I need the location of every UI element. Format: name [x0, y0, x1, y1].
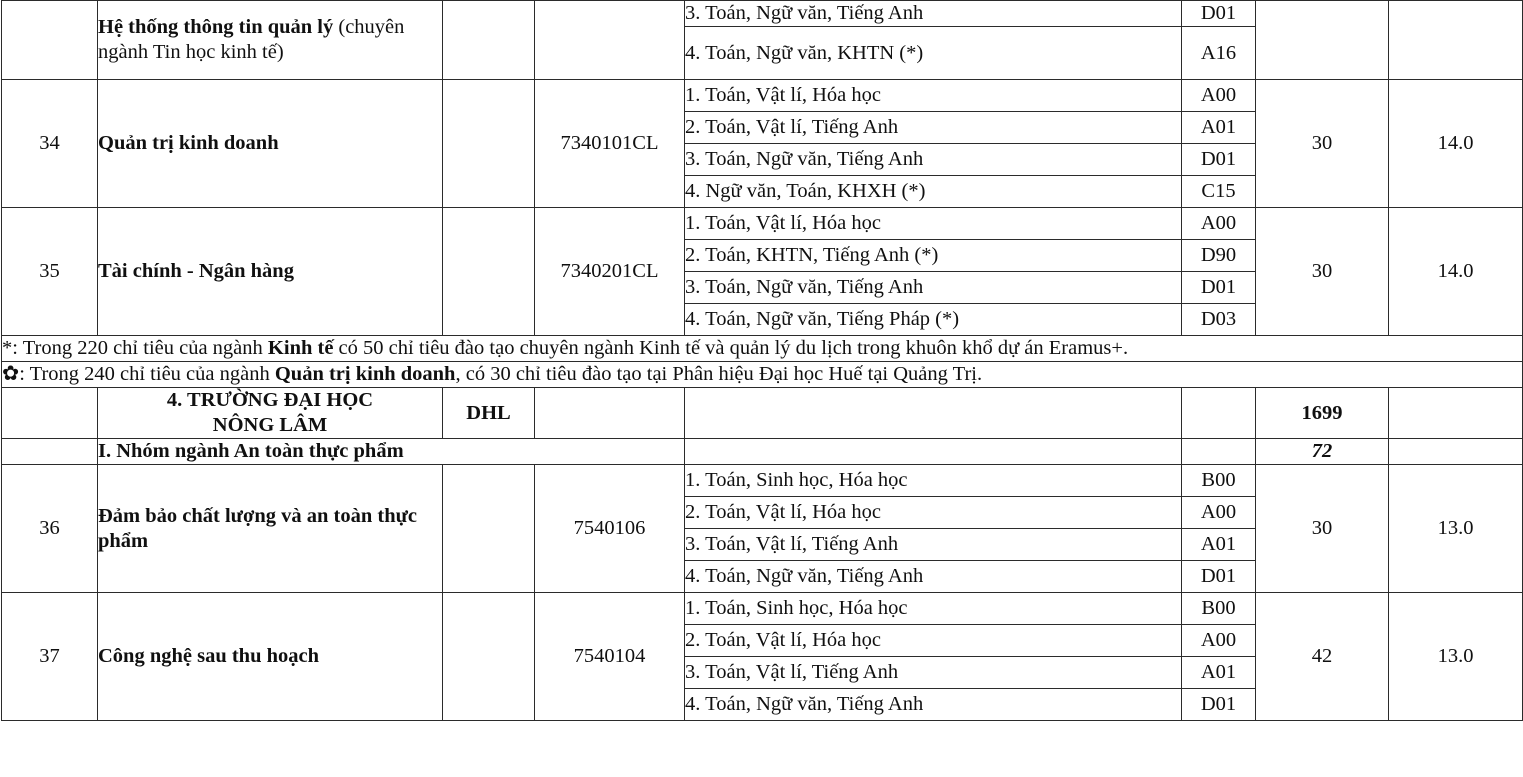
combo-block-code: D01: [1182, 272, 1256, 304]
major-name-main: Quản trị kinh doanh: [98, 132, 279, 154]
school-header-total-quota: 1699: [1256, 388, 1389, 439]
row-quota: 30: [1256, 208, 1389, 336]
group-header-quota: 72: [1256, 439, 1389, 465]
combo-block-code: D03: [1182, 304, 1256, 336]
group-header-stt: [2, 439, 98, 465]
combo-text: 3. Toán, Ngữ văn, Tiếng Anh: [685, 144, 1182, 176]
school-header-code: DHL: [443, 388, 535, 439]
footnote-marker: ✿: [2, 363, 20, 385]
combo-block-code: D90: [1182, 240, 1256, 272]
combo-text: 1. Toán, Vật lí, Hóa học: [685, 208, 1182, 240]
combo-text: 2. Toán, KHTN, Tiếng Anh (*): [685, 240, 1182, 272]
row-score: 14.0: [1389, 80, 1523, 208]
row-school-code: [443, 1, 535, 80]
school-header-combo: [685, 388, 1182, 439]
row-stt: 37: [2, 593, 98, 721]
table-row: [2, 593, 1523, 625]
major-name-main: Đảm bảo chất lượng và an toàn thực phẩm: [98, 504, 417, 552]
combo-text: 4. Toán, Ngữ văn, KHTN (*): [685, 27, 1182, 80]
row-score: 13.0: [1389, 465, 1523, 593]
combo-text: 4. Toán, Ngữ văn, Tiếng Anh: [685, 561, 1182, 593]
footnote-text-b: Kinh tế: [267, 337, 334, 359]
footnote-text-c: , có 30 chỉ tiêu đào tạo tại Phân hiệu Đại học Huế tại Quảng Trị.: [455, 363, 983, 385]
combo-block-code: A00: [1182, 80, 1256, 112]
row-quota: [1256, 1, 1389, 80]
footnote-text-a: : Trong 240 chỉ tiêu của ngành: [19, 363, 275, 385]
combo-text: 1. Toán, Sinh học, Hóa học: [685, 593, 1182, 625]
combo-text: 3. Toán, Ngữ văn, Tiếng Anh: [685, 272, 1182, 304]
group-header-combo: [685, 439, 1182, 465]
school-title-line2: NÔNG LÂM: [212, 414, 328, 436]
row-major-name: [98, 208, 443, 336]
combo-block-code: A01: [1182, 529, 1256, 561]
combo-block-code: A01: [1182, 657, 1256, 689]
combo-text: 4. Ngữ văn, Toán, KHXH (*): [685, 176, 1182, 208]
row-major-code: [535, 1, 685, 80]
row-stt: 34: [2, 80, 98, 208]
school-title-line1: 4. TRƯỜNG ĐẠI HỌC: [166, 389, 374, 411]
row-major-name: [98, 80, 443, 208]
combo-text: 3. Toán, Vật lí, Tiếng Anh: [685, 657, 1182, 689]
row-major-code: 7540104: [535, 593, 685, 721]
combo-text: 2. Toán, Vật lí, Hóa học: [685, 497, 1182, 529]
combo-text: 4. Toán, Ngữ văn, Tiếng Anh: [685, 689, 1182, 721]
row-quota: 30: [1256, 80, 1389, 208]
combo-block-code: A00: [1182, 625, 1256, 657]
combo-block-code: D01: [1182, 689, 1256, 721]
combo-text: 2. Toán, Vật lí, Hóa học: [685, 625, 1182, 657]
major-name-main: Hệ thống thông tin quản lý: [98, 16, 334, 38]
school-header-majorcode: [535, 388, 685, 439]
row-major-code: 7340101CL: [535, 80, 685, 208]
major-name-sub: (chuyên ngành Tin học kinh tế): [98, 16, 405, 63]
group-header-block: [1182, 439, 1256, 465]
row-major-name: [98, 1, 443, 80]
row-score: 14.0: [1389, 208, 1523, 336]
row-major-code: 7340201CL: [535, 208, 685, 336]
combo-block-code: B00: [1182, 593, 1256, 625]
combo-block-code: D01: [1182, 561, 1256, 593]
row-score: 13.0: [1389, 593, 1523, 721]
footnote-marker: *: [2, 337, 13, 359]
row-major-name: [98, 593, 443, 721]
school-header-block: [1182, 388, 1256, 439]
row-stt: 36: [2, 465, 98, 593]
group-header-label: I. Nhóm ngành An toàn thực phẩm: [98, 439, 685, 465]
table-row: [2, 208, 1523, 240]
footnote-text-b: Quản trị kinh doanh: [274, 363, 456, 385]
combo-block-code: C15: [1182, 176, 1256, 208]
footnote-1: [2, 336, 1523, 362]
combo-text: 4. Toán, Ngữ văn, Tiếng Pháp (*): [685, 304, 1182, 336]
combo-text: 3. Toán, Ngữ văn, Tiếng Anh: [685, 1, 1182, 27]
footnote-text-a: : Trong 220 chỉ tiêu của ngành: [12, 337, 268, 359]
school-header-title: [98, 388, 443, 439]
row-school-code: [443, 208, 535, 336]
combo-block-code: D01: [1182, 144, 1256, 176]
table-row: [2, 1, 1523, 27]
combo-block-code: A01: [1182, 112, 1256, 144]
row-quota: 30: [1256, 465, 1389, 593]
footnote-row: [2, 362, 1523, 388]
row-school-code: [443, 465, 535, 593]
combo-block-code: A16: [1182, 27, 1256, 80]
combo-text: 1. Toán, Vật lí, Hóa học: [685, 80, 1182, 112]
row-quota: 42: [1256, 593, 1389, 721]
group-header-row: [2, 439, 1523, 465]
table-row: [2, 465, 1523, 497]
admission-table: [1, 0, 1523, 721]
combo-block-code: B00: [1182, 465, 1256, 497]
school-header-score: [1389, 388, 1523, 439]
row-school-code: [443, 80, 535, 208]
footnote-2: [2, 362, 1523, 388]
group-header-score: [1389, 439, 1523, 465]
table-row: [2, 80, 1523, 112]
row-major-name: [98, 465, 443, 593]
row-stt: 35: [2, 208, 98, 336]
combo-block-code: A00: [1182, 497, 1256, 529]
combo-text: 1. Toán, Sinh học, Hóa học: [685, 465, 1182, 497]
footnote-text-c: có 50 chỉ tiêu đào tạo chuyên ngành Kinh tế và quản lý du lịch trong khuôn khổ dự án Eramus+.: [333, 337, 1129, 359]
row-major-code: 7540106: [535, 465, 685, 593]
row-school-code: [443, 593, 535, 721]
row-stt: [2, 1, 98, 80]
footnote-row: [2, 336, 1523, 362]
school-header-stt: [2, 388, 98, 439]
major-name-main: Tài chính - Ngân hàng: [98, 260, 294, 282]
combo-block-code: D01: [1182, 1, 1256, 27]
major-name-main: Công nghệ sau thu hoạch: [98, 645, 320, 667]
combo-text: 3. Toán, Vật lí, Tiếng Anh: [685, 529, 1182, 561]
combo-block-code: A00: [1182, 208, 1256, 240]
combo-text: 2. Toán, Vật lí, Tiếng Anh: [685, 112, 1182, 144]
school-header-row: [2, 388, 1523, 439]
row-score: [1389, 1, 1523, 80]
